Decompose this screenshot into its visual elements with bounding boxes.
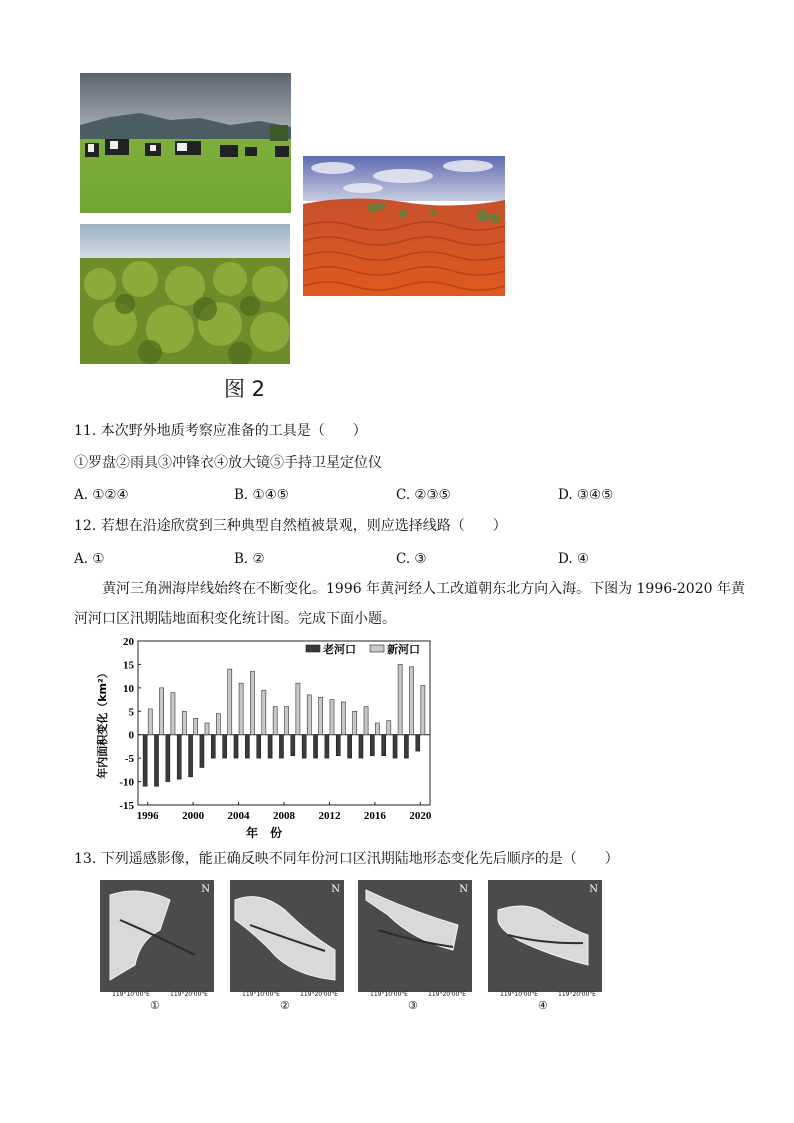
question-12-stem: 12. 若想在沿途欣赏到三种典型自然植被景观，则应选择线路（ ） [74, 518, 507, 534]
question-11-items: ①罗盘②雨具③冲锋衣④放大镜⑤手持卫星定位仪 [74, 455, 382, 471]
red-desert-photo [303, 156, 505, 296]
y-axis-label: 年内面积变化（km²） [96, 667, 109, 779]
sat-lon-label-left: 119°10'00"E [242, 991, 280, 998]
q12-option-c[interactable]: C. ③ [396, 551, 427, 567]
bar-old-2011 [313, 735, 317, 758]
x-tick-label: 2020 [409, 810, 432, 822]
sat-image-label: ③ [408, 999, 418, 1012]
x-tick-label: 2008 [273, 810, 295, 822]
bar-new-2000 [194, 718, 198, 734]
north-arrow-icon: N [201, 884, 210, 895]
y-tick-label: -15 [119, 800, 134, 812]
bar-new-2013 [341, 702, 345, 735]
forest-photo [80, 224, 290, 364]
x-tick-label: 2000 [182, 810, 205, 822]
bar-old-2012 [325, 735, 329, 758]
plot-frame [138, 641, 430, 805]
bar-old-2019 [404, 735, 408, 758]
bar-new-2005 [250, 671, 254, 734]
bar-new-2015 [364, 707, 368, 735]
x-tick-label: 1996 [136, 810, 159, 822]
bar-new-2014 [353, 711, 357, 734]
land-area-change-chart [92, 633, 444, 841]
sat-delta-shape [358, 880, 472, 992]
remote-sensing-image-3 [358, 880, 472, 992]
sat-lon-label-left: 119°10'00"E [370, 991, 408, 998]
bar-old-2014 [348, 735, 352, 758]
bar-old-2017 [382, 735, 386, 756]
bar-old-2002 [211, 735, 215, 758]
bar-new-2010 [307, 695, 311, 735]
north-arrow-icon: N [589, 884, 598, 895]
sat-image-label: ① [150, 999, 160, 1012]
bar-new-2019 [409, 667, 413, 735]
bar-new-1997 [160, 688, 164, 735]
bar-old-2010 [302, 735, 306, 758]
sat-lon-label-right: 119°20'00"E [170, 991, 208, 998]
bar-old-2020 [416, 735, 420, 751]
bar-new-2004 [239, 683, 243, 735]
bar-new-2011 [319, 697, 323, 734]
sat-lon-label-right: 119°20'00"E [300, 991, 338, 998]
remote-sensing-image-2 [230, 880, 344, 992]
y-tick-label: -5 [124, 753, 134, 766]
bar-old-2001 [200, 735, 204, 768]
passage-line-2: 河河口区汛期陆地面积变化统计图。完成下面小题。 [74, 611, 396, 627]
bar-new-1999 [182, 711, 186, 734]
bar-new-2006 [262, 690, 266, 735]
x-tick-label: 2012 [318, 810, 341, 822]
sat-lon-label-left: 119°10'00"E [500, 991, 538, 998]
bar-new-1996 [148, 709, 152, 735]
bar-old-2008 [279, 735, 283, 758]
bar-new-2002 [216, 714, 220, 735]
q12-option-d[interactable]: D. ④ [558, 551, 590, 567]
y-tick-label: 20 [123, 636, 134, 648]
q12-option-a[interactable]: A. ① [74, 551, 105, 567]
bar-old-2006 [257, 735, 261, 758]
q11-option-d[interactable]: D. ③④⑤ [558, 487, 614, 503]
y-tick-label: 10 [123, 682, 134, 695]
q11-option-c[interactable]: C. ②③⑤ [396, 487, 451, 503]
legend-label-1: 新河口 [387, 643, 420, 656]
bar-new-2012 [330, 700, 334, 735]
bar-old-2005 [245, 735, 249, 758]
bar-new-2007 [273, 707, 277, 735]
sat-delta-shape [100, 880, 214, 992]
legend-swatch-0 [306, 645, 320, 652]
sat-delta-shape [488, 880, 602, 992]
q12-option-b[interactable]: B. ② [234, 551, 265, 567]
sat-lon-label-right: 119°20'00"E [558, 991, 596, 998]
bar-new-2020 [421, 686, 425, 735]
remote-sensing-image-1 [100, 880, 214, 992]
sat-lon-label-right: 119°20'00"E [428, 991, 466, 998]
bar-new-2016 [375, 723, 379, 735]
bar-new-2003 [228, 669, 232, 735]
bar-old-2003 [223, 735, 227, 758]
sat-delta-shape [230, 880, 344, 992]
bar-old-2000 [189, 735, 193, 777]
y-tick-label: 15 [123, 659, 134, 672]
legend-label-0: 老河口 [323, 643, 356, 656]
figure-caption: 图 2 [224, 377, 266, 401]
q11-option-a[interactable]: A. ①②④ [74, 487, 129, 503]
bar-new-2017 [387, 721, 391, 735]
y-tick-label: 0 [128, 729, 134, 742]
bar-new-2018 [398, 664, 402, 734]
sat-lon-label-left: 119°10'00"E [112, 991, 150, 998]
grassland-cows-photo [80, 73, 291, 213]
question-11-stem: 11. 本次野外地质考察应准备的工具是（ ） [74, 423, 367, 439]
bar-new-2009 [296, 683, 300, 735]
bar-new-2001 [205, 723, 209, 735]
legend-swatch-1 [370, 645, 384, 652]
y-tick-label: -10 [119, 776, 134, 789]
bar-old-2004 [234, 735, 238, 758]
sat-image-label: ② [280, 999, 290, 1012]
bar-old-1998 [166, 735, 170, 782]
bar-old-2015 [359, 735, 363, 758]
bar-old-1997 [154, 735, 158, 787]
bar-old-1999 [177, 735, 181, 780]
bar-new-1998 [171, 693, 175, 735]
y-tick-label: 5 [128, 706, 134, 719]
bar-old-2009 [291, 735, 295, 756]
question-13-stem: 13. 下列遥感影像，能正确反映不同年份河口区汛期陆地形态变化先后顺序的是（ ） [74, 851, 619, 867]
passage-line-1: 黄河三角洲海岸线始终在不断变化。1996 年黄河经人工改道朝东北方向入海。下图为 1996-2020 年黄 [102, 581, 745, 597]
q11-option-b[interactable]: B. ①④⑤ [234, 487, 289, 503]
bar-old-2013 [336, 735, 340, 756]
bar-old-2016 [370, 735, 374, 756]
x-tick-label: 2004 [227, 810, 250, 822]
bar-old-2007 [268, 735, 272, 758]
x-tick-label: 2016 [363, 810, 386, 822]
bar-old-1996 [143, 735, 147, 787]
north-arrow-icon: N [459, 884, 468, 895]
x-axis-label: 年 份 [245, 826, 283, 840]
remote-sensing-image-4 [488, 880, 602, 992]
bar-old-2018 [393, 735, 397, 758]
bar-new-2008 [285, 707, 289, 735]
north-arrow-icon: N [331, 884, 340, 895]
sat-image-label: ④ [538, 999, 548, 1012]
